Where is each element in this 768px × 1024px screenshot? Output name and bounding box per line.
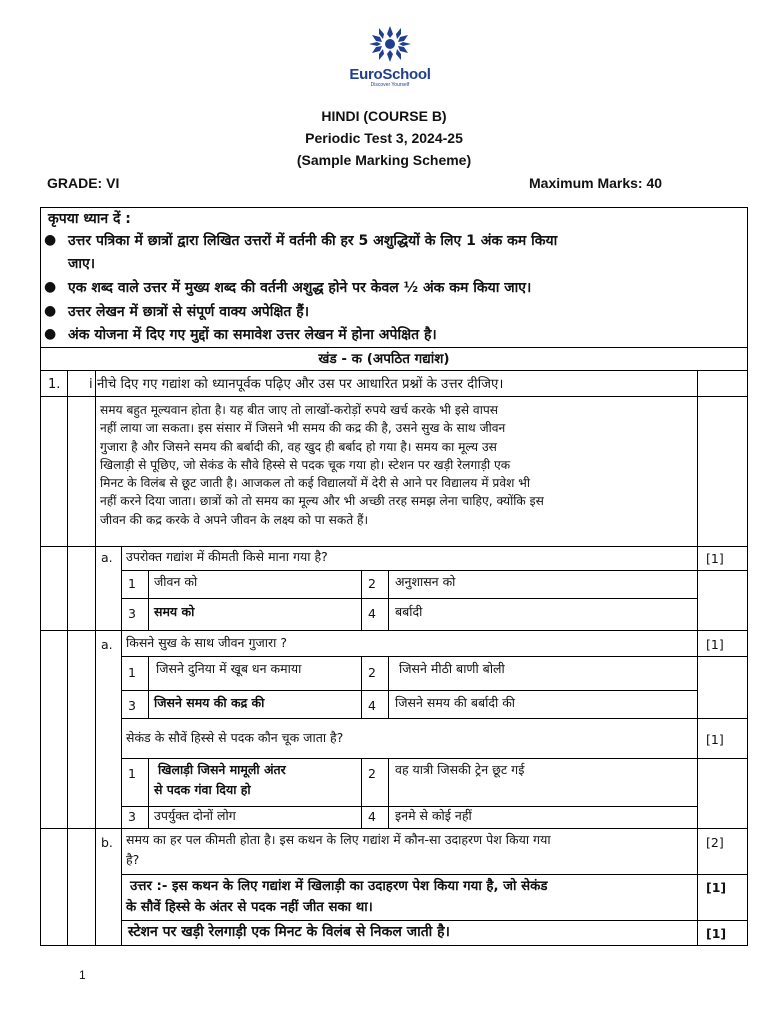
question-text: किसने सुख के साथ जीवन गुजारा ? — [126, 635, 287, 650]
answer-marks: [1] — [706, 926, 727, 941]
question-text: सेकंड के सौवें हिस्से से पदक कौन चूक जाता है? — [126, 730, 344, 745]
question-marks: [2] — [706, 835, 724, 850]
snowflake-logo-icon — [367, 24, 413, 64]
option-number: 3 — [128, 809, 136, 824]
question-marks: [1] — [706, 637, 724, 652]
instruction-item: अंक योजना में दिए गए मुद्दों का समावेश उत्तर लेखन में होना अपेक्षित है। — [68, 327, 437, 343]
section-title: खंड - क (अपठित गद्यांश) — [318, 351, 450, 367]
test-title: Periodic Test 3, 2024-25 — [305, 130, 463, 146]
option-text: बर्बादी — [395, 604, 423, 619]
option-text: अनुशासन को — [395, 574, 456, 589]
question-marks: [1] — [706, 551, 724, 566]
question-label: b. — [101, 835, 113, 850]
passage-line: समय बहुत मूल्यवान होता है। यह बीत जाए तो लाखों-करोड़ों रुपये खर्च करके भी इसे वापस — [100, 403, 499, 417]
passage-line: खिलाड़ी से पूछिए, जो सेकंड के सौवे हिस्से से पदक चूक गया हो। स्टेशन पर खड़ी रेलगाड़ी एक — [100, 457, 511, 472]
passage-line: गुजारा है और जिसने समय की बर्बादी की, वह खुद ही बर्बाद हो गया है। समय का मूल्य उस — [100, 439, 497, 454]
passage-line: मिनट के विलंब से छूट जाती है। आजकल तो कई विद्यालयों में देरी से आने पर विद्यालय में प्रवेश भी — [100, 476, 530, 491]
answer-text-cont: के सौवें हिस्से के अंतर से पदक नहीं जीत सका था। — [126, 900, 373, 915]
option-text: जिसने मीठी बाणी बोली — [399, 661, 505, 676]
bullet-icon: ● — [44, 303, 57, 319]
question-text: उपरोक्त गद्यांश में कीमती किसे माना गया है? — [126, 549, 328, 564]
passage-line: जीवन की कद्र करके वे अपने जीवन के लक्ष्य को पा सकते हैं। — [100, 512, 369, 527]
option-text: इनमे से कोई नहीं — [395, 808, 472, 823]
option-text-correct: जिसने समय की कद्र की — [154, 695, 265, 710]
question-prompt: नीचे दिए गए गद्यांश को ध्यानपूर्वक पढ़िए और उस पर आधारित प्रश्नों के उत्तर दीजिए। — [97, 377, 504, 392]
option-number: 1 — [128, 665, 136, 680]
answer-marks: [1] — [706, 880, 727, 895]
question-number: 1. — [48, 377, 61, 392]
passage-line: नहीं करने दिया जाता। छात्रों को तो समय का मूल्य और भी अच्छी तरह समझ लेना चाहिए, क्योंकि इस — [100, 494, 544, 509]
option-number: 1 — [128, 576, 136, 591]
option-number: 4 — [368, 698, 376, 713]
instruction-item: उत्तर पत्रिका में छात्रों द्वारा लिखित उत्तरों में वर्तनी की हर 5 अशुद्धियों के लिए 1 अंक कम किया — [68, 233, 558, 249]
option-text-correct: खिलाड़ी जिसने मामूली अंतर — [158, 762, 286, 777]
option-number: 2 — [368, 576, 376, 591]
answer-text: उत्तर :- इस कथन के लिए गद्यांश में खिलाड़ी का उदाहरण पेश किया गया है, जो सेकंड — [130, 879, 548, 894]
question-label: a. — [101, 637, 113, 652]
question-sub-number: i — [89, 377, 93, 392]
bullet-icon: ● — [44, 232, 57, 248]
bullet-icon: ● — [44, 326, 57, 342]
option-text-correct: समय को — [154, 604, 195, 619]
instructions-title: कृपया ध्यान दें : — [48, 211, 131, 227]
instruction-item-cont: जाए। — [68, 256, 96, 272]
option-number: 2 — [368, 665, 376, 680]
grade-label: GRADE: VI — [47, 175, 120, 191]
passage-text — [100, 401, 700, 529]
option-text: वह यात्री जिसकी ट्रेन छूट गई — [395, 762, 525, 777]
option-number: 1 — [128, 766, 136, 781]
option-text: जिसने दुनिया में खूब धन कमाया — [156, 661, 302, 676]
bullet-icon: ● — [44, 279, 57, 295]
passage-line: नहीं लाया जा सकता। इस संसार में जिसने भी समय की कद्र की है, उसने सुख के साथ जीवन — [100, 421, 506, 436]
scheme-title: (Sample Marking Scheme) — [296, 152, 472, 168]
question-marks: [1] — [706, 732, 724, 747]
answer-text: स्टेशन पर खड़ी रेलगाड़ी एक मिनट के विलंब से निकल जाती है। — [128, 924, 450, 940]
subject-title: HINDI (COURSE B) — [321, 108, 447, 124]
question-label: a. — [101, 550, 113, 565]
question-text-cont: है? — [126, 852, 140, 867]
option-number: 3 — [128, 698, 136, 713]
max-marks-label: Maximum Marks: 40 — [529, 175, 663, 191]
school-logo — [340, 24, 440, 88]
option-text: जीवन को — [154, 574, 198, 589]
school-tagline: Discover Yourself — [370, 82, 410, 88]
option-text-correct-cont: से पदक गंवा दिया हो — [154, 782, 251, 797]
instruction-item: एक शब्द वाले उत्तर में मुख्य शब्द की वर्तनी अशुद्ध होने पर केवल ½ अंक कम किया जाए। — [68, 280, 532, 296]
option-text: जिसने समय की बर्बादी की — [395, 695, 516, 710]
option-number: 4 — [368, 809, 376, 824]
option-number: 4 — [368, 606, 376, 621]
option-number: 3 — [128, 606, 136, 621]
instruction-item: उत्तर लेखन में छात्रों से संपूर्ण वाक्य अपेक्षित हैं। — [68, 304, 309, 320]
option-number: 2 — [368, 766, 376, 781]
question-text: समय का हर पल कीमती होता है। इस कथन के लिए गद्यांश में कौन-सा उदाहरण पेश किया गया — [126, 832, 551, 847]
option-text: उपर्युक्त दोनों लोग — [154, 808, 236, 823]
page-number: 1 — [79, 968, 86, 982]
school-name: EuroSchool — [349, 66, 431, 83]
